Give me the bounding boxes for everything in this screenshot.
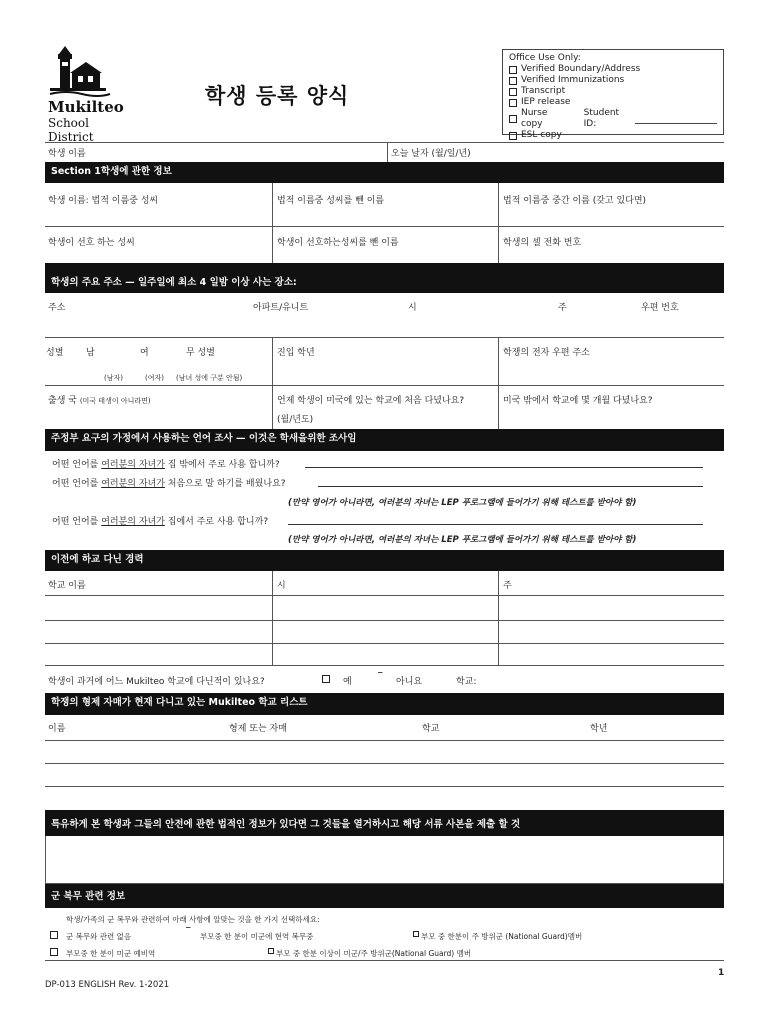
sibling-name-label: 이름 — [48, 724, 66, 734]
page-number: 1 — [718, 968, 725, 978]
student-name-label: 학생 이름 — [48, 149, 86, 159]
section1-header: Section 1학생에 관한 정보 — [45, 162, 724, 183]
q2-underlined: 여러분의 자녀가 — [101, 479, 165, 489]
military-opt5-checkbox-icon[interactable] — [268, 948, 274, 954]
office-item-label: Transcript — [521, 86, 566, 96]
language-q3-field[interactable] — [288, 524, 703, 525]
office-use-box — [502, 49, 724, 140]
lighthouse-logo-icon — [46, 44, 116, 100]
office-item-label: Nurse copy — [521, 108, 548, 129]
q1-pre: 어떤 언어를 — [52, 460, 102, 470]
checkbox-icon[interactable] — [509, 88, 517, 96]
language-q2-field[interactable] — [318, 486, 703, 487]
q3-post: 집에서 주로 사용 합니까? — [164, 517, 269, 527]
military-opt2-label: 부모중 한 분이 미군에 현역 복무중 — [200, 932, 314, 941]
email-label: 학쟁의 전자 우편 주소 — [503, 348, 590, 358]
siblings-header: 학쟁의 형제 자매가 현재 다니고 있는 Mukilteo 학교 리스트 — [45, 693, 724, 715]
office-item-label: Verified Immunizations — [521, 75, 625, 85]
street-label: 주소 — [48, 303, 66, 313]
yes-checkbox-icon[interactable] — [322, 675, 330, 683]
sibling-relation-label: 형제 또는 자매 — [229, 724, 287, 734]
legal-middle-name-label: 법적 이름중 중간 이름 (갖고 있다면) — [503, 196, 647, 206]
grade-label: 진입 학년 — [277, 348, 315, 358]
first-us-school-label: 언제 학생이 미국에 있는 학교에 처음 다녔나요? — [277, 396, 465, 406]
sibling-school-label: 학교 — [422, 724, 440, 734]
office-item-esl[interactable] — [509, 130, 717, 141]
language-q1 — [52, 457, 280, 470]
q1-underlined: 여러분의 자녀가 — [101, 460, 165, 470]
office-item-boundary[interactable] — [509, 64, 717, 75]
checkbox-icon[interactable] — [509, 66, 517, 74]
student-id-label: Student ID: — [583, 108, 620, 129]
military-opt4-label: 부모중 한 분이 미군 예비역 — [66, 949, 156, 958]
legal-info-header: 특유하게 본 학생과 그들의 안전에 관한 법적인 정보가 있다면 그 것들을 열거하시고 해당 서류 사본을 제출 할 것 — [45, 810, 724, 836]
attended-mukilteo-question: 학생이 과거에 어느 Mukilteo 학교에 다닌적이 있나요? — [48, 677, 265, 687]
birth-country-label — [48, 393, 151, 406]
gender-male-option[interactable]: 남 — [86, 348, 95, 358]
first-us-school-format: (월/년도) — [277, 415, 314, 425]
lep-note-2: (만약 영어가 아니라면, 여러분의 자녀는 LEP 푸로그램에 들어가기 위해 테스트를 받아야 함) — [288, 535, 637, 545]
office-use-title: Office Use Only: — [509, 53, 581, 63]
checkbox-icon[interactable] — [509, 77, 517, 85]
language-q2 — [52, 476, 286, 489]
yes-label: 예 — [343, 677, 352, 687]
preferred-first-name-label: 학생이 선호하는성씨를 뺀 이름 — [277, 238, 399, 248]
cell-phone-label: 학생의 셀 전화 번호 — [503, 238, 582, 248]
form-title: 학생 등록 양식 — [205, 84, 350, 108]
office-item-label: ESL copy — [521, 130, 562, 140]
language-survey-header: 주정부 요구의 가정에서 사용하는 언어 조사 — 이것은 학새을위한 조사임 — [45, 429, 724, 451]
military-opt3-label: 부모 중 한분이 주 방위군 (National Guard)멤버 — [421, 932, 583, 941]
checkbox-icon[interactable] — [509, 132, 517, 140]
gender-label: 성별 — [46, 348, 64, 358]
preferred-last-name-label: 학생이 선호 하는 성씨 — [48, 238, 135, 248]
checkbox-icon[interactable] — [509, 115, 517, 123]
military-instruction: 학생/가족의 군 복무와 관련하여 아래 사항에 알맞는 것을 한 가지 선택하세요: — [66, 915, 320, 924]
q3-pre: 어떤 언어를 — [52, 517, 102, 527]
today-date-label: 오늘 날자 (월/일/년) — [391, 149, 471, 159]
gender-female-note: (여자) — [145, 374, 164, 382]
military-opt1-checkbox-icon[interactable] — [50, 931, 58, 939]
office-item-transcript[interactable] — [509, 86, 717, 97]
address-header: 학생의 주요 주소 — 일주일에 최소 4 일밤 이상 사는 장소: — [45, 263, 724, 293]
no-dash-icon[interactable]: ‾ — [378, 672, 383, 682]
legal-first-name-label: 법적 이름중 성씨를 뺀 이름 — [277, 196, 385, 206]
gender-female-option[interactable]: 여 — [140, 348, 149, 358]
q2-pre: 어떤 언어를 — [52, 479, 102, 489]
prev-school-state-label: 주 — [503, 581, 512, 591]
apt-label: 아파트/유니트 — [253, 303, 309, 313]
language-q1-field[interactable] — [305, 467, 703, 468]
gender-nonbinary-note: (남녀 성에 구분 안됨) — [176, 374, 243, 382]
student-id-field[interactable] — [635, 115, 718, 124]
gender-nonbinary-option[interactable]: 무 성별 — [186, 348, 215, 358]
birth-country-note: (미국 태생이 아니라면) — [79, 397, 151, 405]
district-name: Mukilteo — [48, 98, 124, 116]
office-item-immunizations[interactable] — [509, 75, 717, 86]
legal-info-field[interactable] — [45, 836, 724, 884]
district-subtitle: School District — [48, 116, 94, 144]
form-code: DP-013 ENGLISH Rev. 1-2021 — [45, 980, 170, 990]
military-opt5-label: 부모 중 한분 이상이 미군/주 방위군(National Guard) 멤버 — [276, 949, 472, 958]
state-label: 주 — [558, 303, 567, 313]
military-header: 군 복무 관련 정보 — [45, 884, 724, 908]
prev-school-name-label: 학교 이름 — [48, 581, 86, 591]
office-item-iep[interactable] — [509, 97, 717, 108]
office-item-label: IEP release — [521, 97, 571, 107]
q1-post: 집 밖에서 주로 사용 합니까? — [164, 460, 280, 470]
legal-last-name-label: 학생 이름: 법적 이름중 성씨 — [48, 196, 159, 206]
lep-note-1: (만약 영어가 아니라면, 여러분의 자녀는 LEP 푸로그램에 들어가기 위해 테스트를 받아야 함) — [288, 498, 637, 508]
birth-country-text: 출생 국 — [48, 396, 77, 406]
military-opt2-dash-icon[interactable]: ‾ — [186, 927, 191, 937]
mukilteo-school-label: 학교: — [456, 677, 477, 687]
gender-male-note: (남자) — [104, 374, 123, 382]
district-logo — [46, 44, 136, 144]
q3-underlined: 여러분의 자녀가 — [101, 517, 165, 527]
military-opt1-label: 군 복무와 관련 없음 — [66, 932, 132, 941]
sibling-grade-label: 학년 — [590, 724, 608, 734]
language-q3 — [52, 514, 268, 527]
q2-post: 처음으로 말 하기를 배웠나요? — [164, 479, 286, 489]
military-opt3-checkbox-icon[interactable] — [413, 931, 419, 937]
months-outside-us-label: 미국 밖에서 학교에 몇 개월 다녔나요? — [503, 396, 653, 406]
prev-school-city-label: 시 — [277, 581, 286, 591]
zip-label: 우편 번호 — [641, 303, 679, 313]
military-opt4-checkbox-icon[interactable] — [50, 948, 58, 956]
no-label: 아니요 — [396, 677, 423, 687]
city-label: 시 — [408, 303, 417, 313]
office-item-label: Verified Boundary/Address — [521, 64, 641, 74]
prev-school-header: 이전에 하교 다닌 경력 — [45, 550, 724, 571]
checkbox-icon[interactable] — [509, 99, 517, 107]
office-item-nurse[interactable] — [509, 108, 717, 130]
